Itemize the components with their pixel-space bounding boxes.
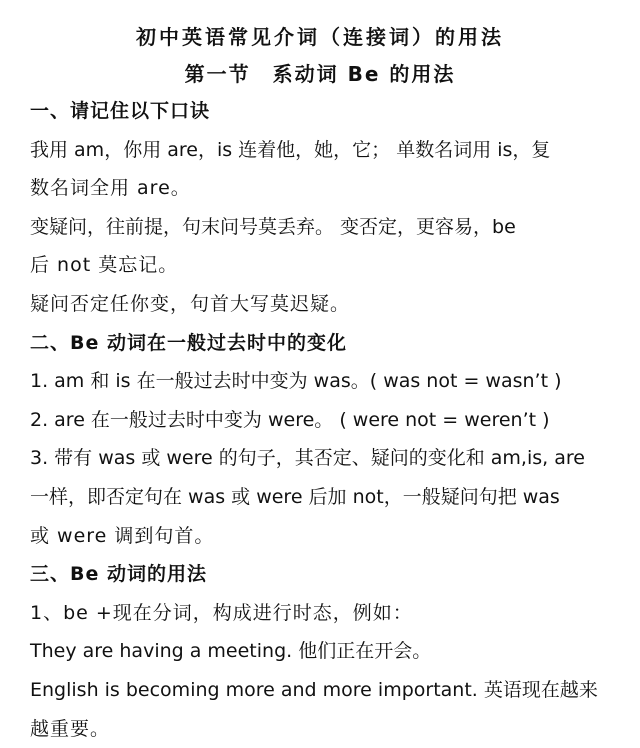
text-line: 我用 am，你用 are，is 连着他，她，它； 单数名词用 is，复 — [30, 131, 610, 170]
text-line: 数名词全用 are。 — [30, 169, 610, 208]
subheading-2: 二、Be 动词在一般过去时中的变化 — [30, 324, 610, 363]
text-line: 越重要。 — [30, 710, 610, 748]
document-title: 初中英语常见介词（连接词）的用法 — [30, 18, 610, 56]
example-line: They are having a meeting. 他们正在开会。 — [30, 632, 610, 671]
text-line: 一样，即否定句在 was 或 were 后加 not，一般疑问句把 was — [30, 478, 610, 517]
subheading-3: 三、Be 动词的用法 — [30, 555, 610, 594]
subheading-1: 一、请记住以下口诀 — [30, 92, 610, 131]
text-line: 1. am 和 is 在一般过去时中变为 was。( was not = wasn’t ) — [30, 362, 610, 401]
text-line: 1、be +现在分词，构成进行时态，例如： — [30, 594, 610, 633]
text-line: 3. 带有 was 或 were 的句子，其否定、疑问的变化和 am,is, are — [30, 439, 610, 478]
text-line: 或 were 调到句首。 — [30, 517, 610, 556]
text-line: 2. are 在一般过去时中变为 were。 ( were not = weren’t ) — [30, 401, 610, 440]
text-line: 后 not 莫忘记。 — [30, 246, 610, 285]
text-line: 变疑问，往前提，句末问号莫丢弃。 变否定，更容易，be — [30, 208, 610, 247]
text-line: 疑问否定任你变，句首大写莫迟疑。 — [30, 285, 610, 324]
example-line: English is becoming more and more important. 英语现在越来 — [30, 671, 610, 710]
section-title: 第一节 系动词 Be 的用法 — [30, 56, 610, 92]
